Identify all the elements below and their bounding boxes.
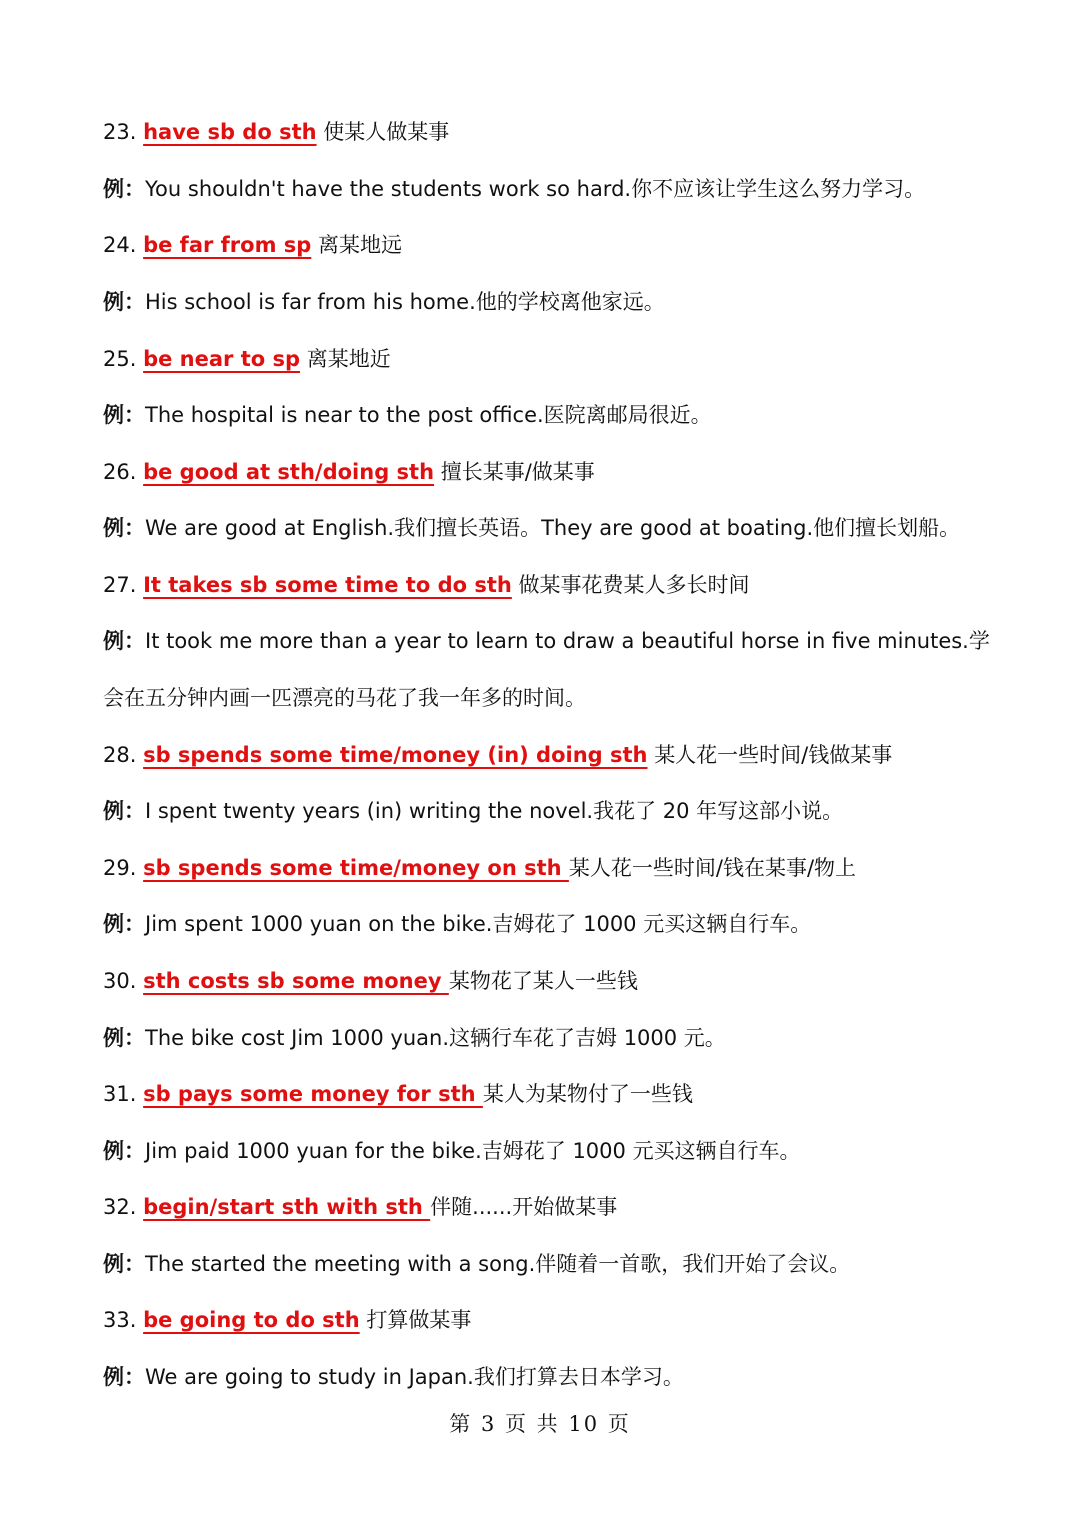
example-text: We are good at English.我们擅长英语。They are good at boating.他们擅长划船。 [145, 516, 961, 540]
entry-example [103, 904, 811, 944]
entry-example [103, 508, 960, 548]
entry-heading [103, 452, 595, 492]
entry-example [103, 169, 925, 209]
example-text: His school is far from his home.他的学校离他家远。 [145, 290, 665, 314]
entry-meaning: 某人为某物付了一些钱 [482, 1082, 693, 1106]
entry-phrase: be good at sth/doing sth [143, 460, 435, 484]
example-label: 例： [103, 1139, 145, 1163]
example-label: 例： [103, 403, 145, 427]
example-label: 例： [103, 1026, 145, 1050]
entry-number: 31. [103, 1082, 137, 1106]
entry-number: 24. [103, 233, 137, 257]
example-text: Jim paid 1000 yuan for the bike.吉姆花了 1000 元买这辆自行车。 [145, 1139, 801, 1163]
example-label: 例： [103, 290, 145, 314]
entry-heading [103, 225, 402, 265]
entry-example [103, 1018, 726, 1058]
entry-phrase: be far from sp [143, 233, 312, 257]
entry-phrase: sb spends some time/money on sth [143, 856, 569, 880]
example-text: The hospital is near to the post office.医院离邮局很近。 [145, 403, 712, 427]
entry-example [103, 395, 712, 435]
entry-meaning: 离某地远 [318, 233, 402, 257]
entry-phrase: It takes sb some time to do sth [143, 573, 512, 597]
example-text: We are going to study in Japan.我们打算去日本学习。 [145, 1365, 684, 1389]
entry-heading [103, 112, 449, 152]
entry-meaning: 伴随......开始做某事 [430, 1195, 618, 1219]
entry-number: 27. [103, 573, 137, 597]
entry-example [103, 1131, 801, 1171]
entry-example [103, 621, 990, 661]
entry-number: 25. [103, 347, 137, 371]
entry-heading [103, 848, 856, 888]
entry-number: 23. [103, 120, 137, 144]
entry-phrase: have sb do sth [143, 120, 317, 144]
entry-number: 26. [103, 460, 137, 484]
entry-number: 33. [103, 1308, 137, 1332]
entry-meaning: 做某事花费某人多长时间 [518, 573, 750, 597]
entry-meaning: 离某地近 [306, 347, 391, 371]
entry-meaning: 某人花一些时间/钱做某事 [654, 743, 893, 767]
example-label: 例： [103, 516, 145, 540]
entry-number: 30. [103, 969, 137, 993]
example-text: Jim spent 1000 yuan on the bike.吉姆花了 1000 元买这辆自行车。 [145, 912, 812, 936]
entry-number: 28. [103, 743, 137, 767]
entry-heading [103, 565, 750, 605]
entry-meaning: 打算做某事 [366, 1308, 472, 1332]
entry-number: 32. [103, 1195, 137, 1219]
entry-example-continuation [103, 678, 586, 718]
entry-meaning: 某物花了某人一些钱 [448, 969, 638, 993]
entry-phrase: sb spends some time/money (in) doing sth [143, 743, 648, 767]
example-label: 例： [103, 1365, 145, 1389]
example-label: 例： [103, 799, 145, 823]
example-text: The started the meeting with a song.伴随着一首歌，我们开始了会议。 [145, 1252, 851, 1276]
entry-example [103, 791, 843, 831]
entry-meaning: 使某人做某事 [323, 120, 450, 144]
example-label: 例： [103, 912, 145, 936]
example-label: 例： [103, 629, 145, 653]
entry-meaning: 某人花一些时间/钱在某事/物上 [568, 856, 857, 880]
entry-phrase: be going to do sth [143, 1308, 360, 1332]
example-text-continued: 会在五分钟内画一匹漂亮的马花了我一年多的时间。 [103, 686, 586, 710]
example-text: The bike cost Jim 1000 yuan.这辆行车花了吉姆 1000 元。 [145, 1026, 726, 1050]
example-label: 例： [103, 1252, 145, 1276]
entry-heading [103, 339, 391, 379]
entry-phrase: be near to sp [143, 347, 301, 371]
example-text: You shouldn't have the students work so hard.你不应该让学生这么努力学习。 [145, 177, 926, 201]
entry-phrase: begin/start sth with sth [143, 1195, 431, 1219]
example-label: 例： [103, 177, 145, 201]
entry-heading [103, 1187, 617, 1227]
entry-phrase: sth costs sb some money [143, 969, 449, 993]
entry-number: 29. [103, 856, 137, 880]
page-footer: 第 3 页 共 10 页 [449, 1412, 631, 1436]
entry-phrase: sb pays some money for sth [143, 1082, 483, 1106]
entry-heading [103, 1300, 471, 1340]
entry-example [103, 1357, 684, 1397]
entry-example [103, 282, 665, 322]
entry-heading [103, 1074, 693, 1114]
entry-heading [103, 735, 892, 775]
entry-heading [103, 961, 638, 1001]
entry-example [103, 1244, 850, 1284]
example-text: I spent twenty years (in) writing the novel.我花了 20 年写这部小说。 [145, 799, 844, 823]
example-text: It took me more than a year to learn to draw a beautiful horse in five minutes.学 [145, 629, 990, 653]
entry-meaning: 擅长某事/做某事 [440, 460, 595, 484]
